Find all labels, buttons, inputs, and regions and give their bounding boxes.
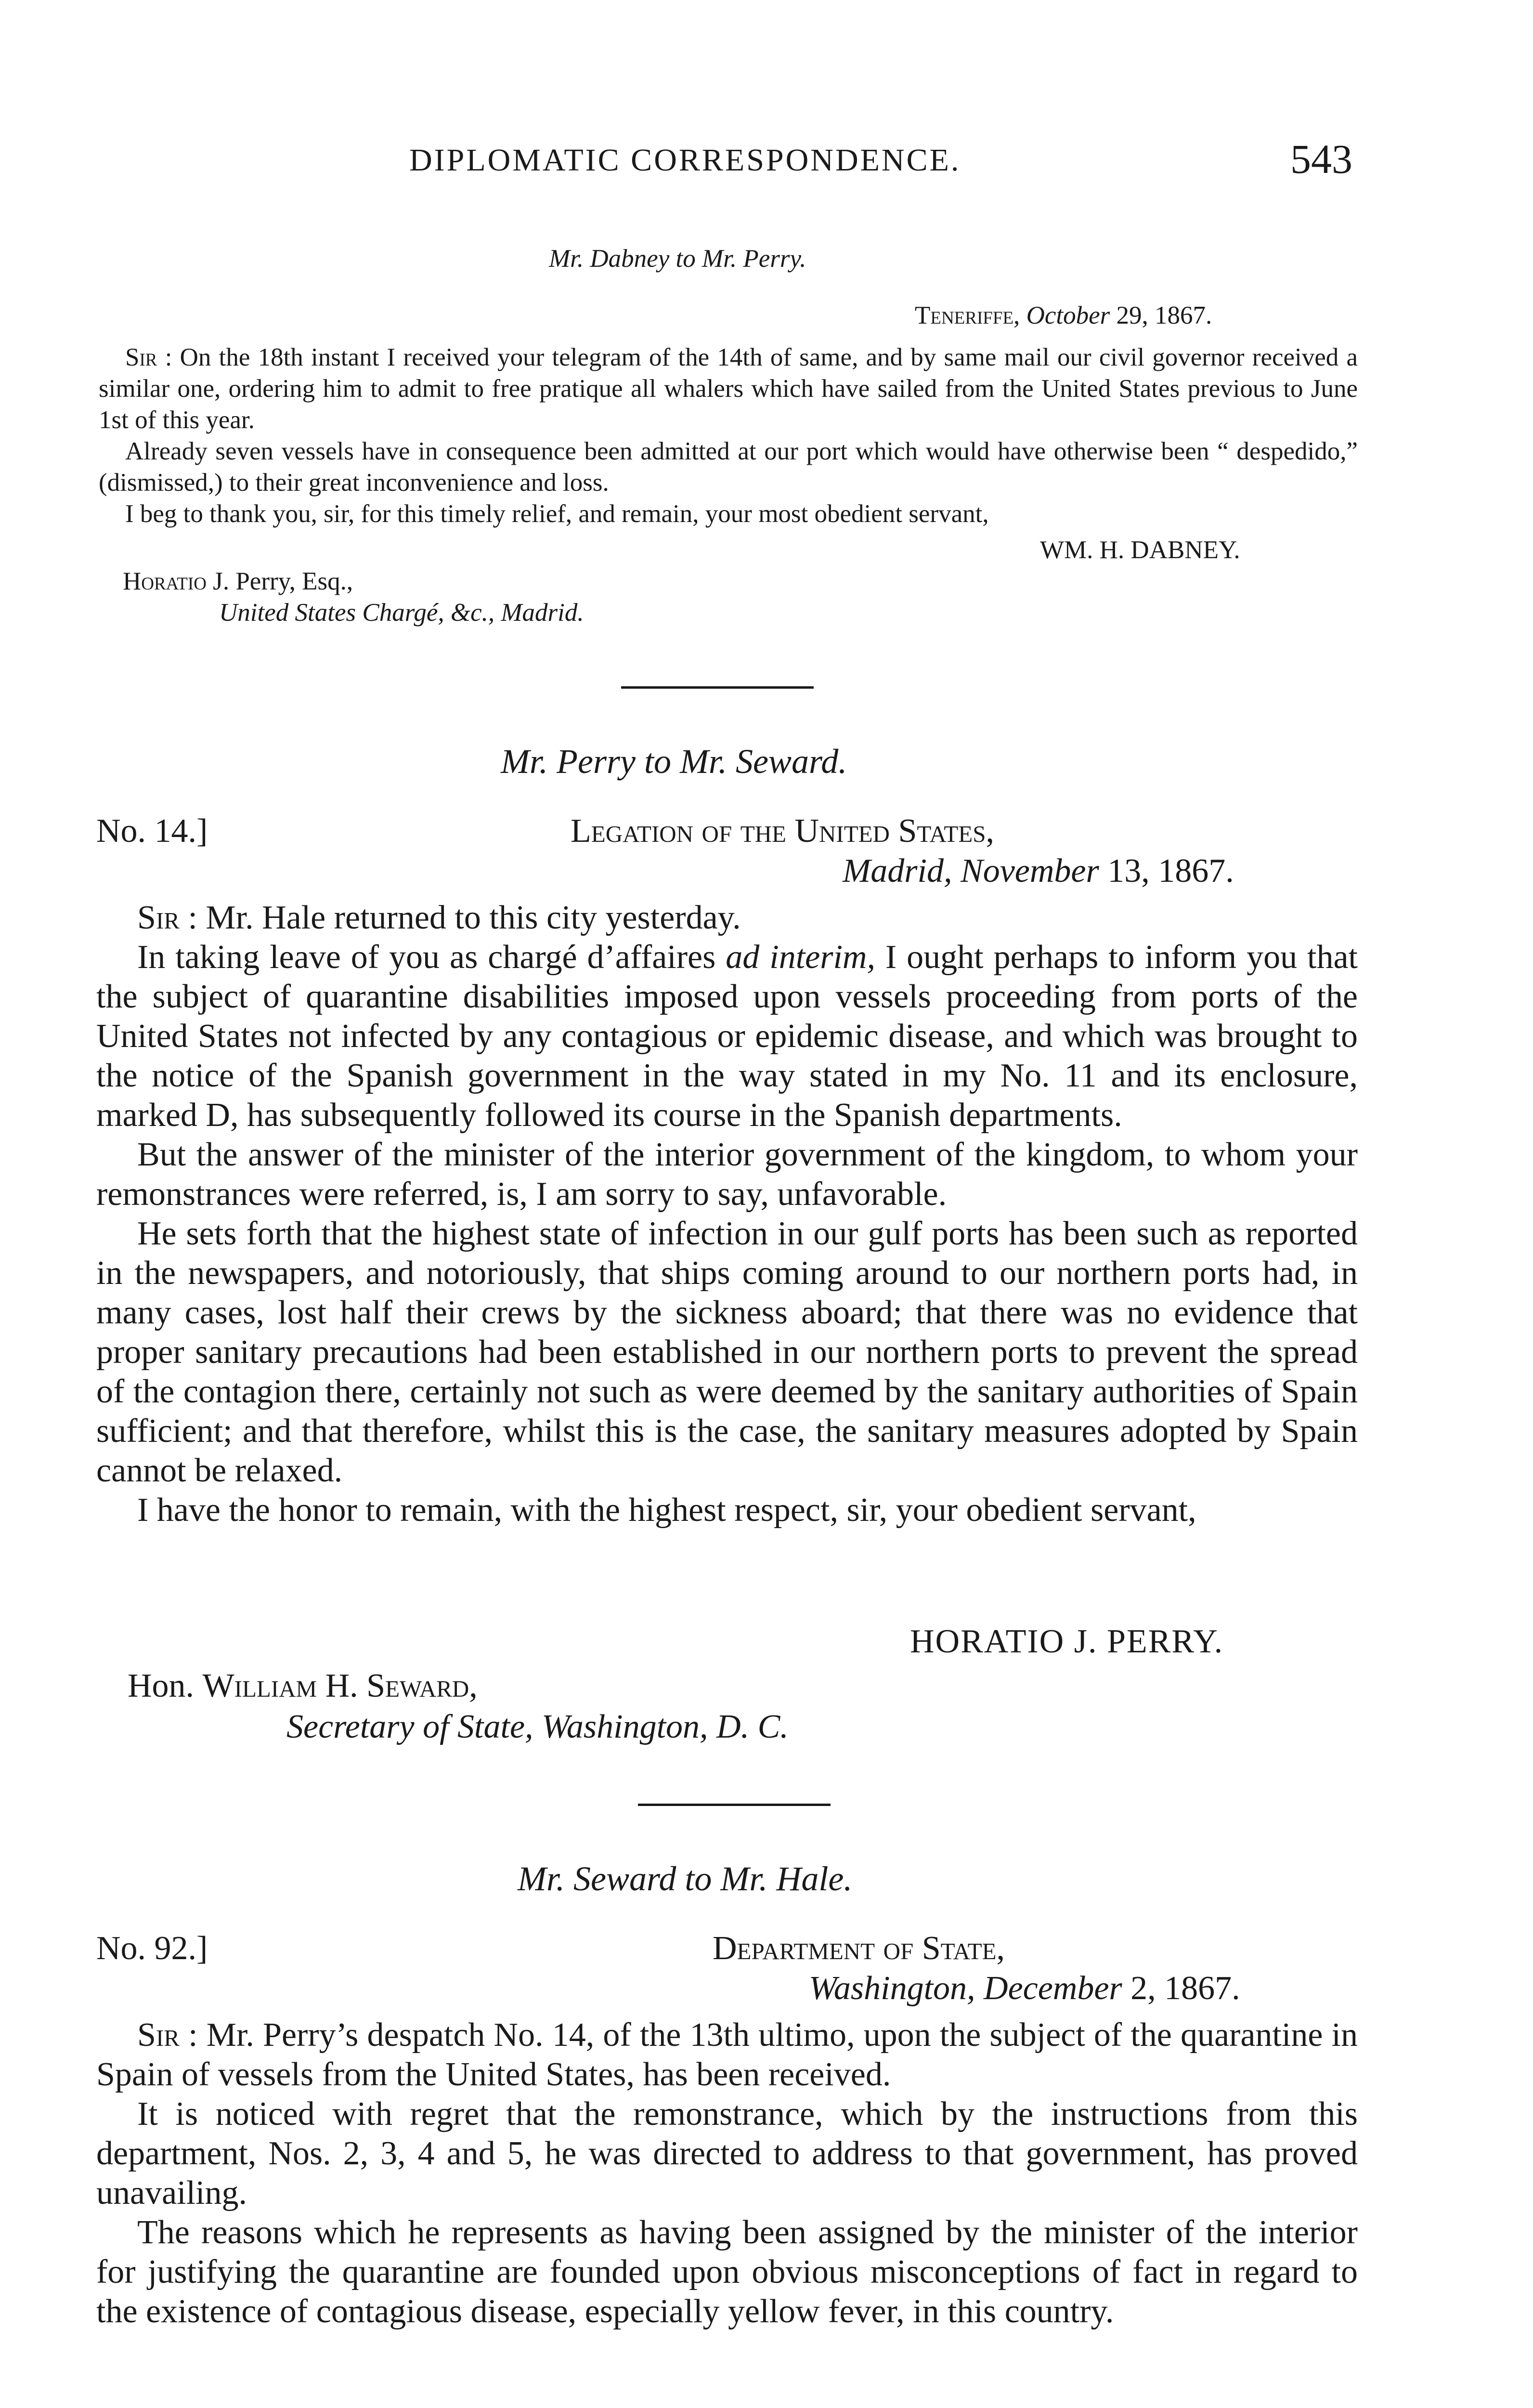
letter1-title: Mr. Dabney to Mr. Perry. xyxy=(549,245,806,273)
letter3-paragraph: Sir : Mr. Perry’s despatch No. 14, of the 13th ultimo, upon the subject of the quarantine in Spain of vessels from the United States, has been received. xyxy=(96,2016,1358,2093)
letter3-heading: Department of State, xyxy=(713,1930,1005,1967)
letter3-paragraph: The reasons which he represents as having been assigned by the minister of the interior for justifying the quarantine are founded upon obvious misconceptions of fact in regard to the existence of contagious disease, especially yellow fever, in this country. xyxy=(96,2214,1358,2330)
letter2-addressee-title: Secretary of State, Washington, D. C. xyxy=(286,1708,789,1745)
letter2-date-rest: 13, 1867. xyxy=(1107,852,1234,890)
letter3-dateline xyxy=(809,1969,1240,2008)
letter3-date-month: December xyxy=(984,1970,1122,2007)
letter2-addressee: Hon. William H. Seward, xyxy=(128,1667,478,1704)
letter1-body xyxy=(99,342,1358,530)
letter2-dateline xyxy=(843,851,1234,891)
letter2-body xyxy=(96,898,1358,1530)
letter1-paragraph: Sir : On the 18th instant I received your telegram of the 14th of same, and by same mail our civil governor received a similar one, ordering him to admit to free pratique all whalers which have sailed from the United States previous to June 1st of this year. xyxy=(99,343,1358,434)
letter2-paragraph: But the answer of the minister of the interior government of the kingdom, to whom your remonstrances were referred, is, I am sorry to say, unfavorable. xyxy=(96,1136,1358,1213)
letter3-paragraph: It is noticed with regret that the remonstrance, which by the instructions from this department, Nos. 2, 3, 4 and 5, he was directed to address to that government, has proved unavailing. xyxy=(96,2095,1358,2212)
letter3-number: No. 92.] xyxy=(96,1930,208,1967)
letter3-title: Mr. Seward to Mr. Hale. xyxy=(518,1859,853,1898)
running-title: DIPLOMATIC CORRESPONDENCE. xyxy=(409,143,961,178)
letter2-number: No. 14.] xyxy=(96,812,208,850)
letter1-addressee-title: United States Chargé, &c., Madrid. xyxy=(219,599,584,627)
letter1-signature: WM. H. DABNEY. xyxy=(1040,536,1240,564)
letter3-body xyxy=(96,2015,1358,2331)
page-number: 543 xyxy=(1290,136,1352,182)
letter1-paragraph: I beg to thank you, sir, for this timely relief, and remain, your most obedient servant, xyxy=(125,500,989,528)
section-divider xyxy=(638,1804,831,1806)
letter2-date-month: November xyxy=(961,852,1099,890)
letter2-heading: Legation of the United States, xyxy=(571,812,994,850)
letter1-date-rest: 29, 1867. xyxy=(1116,301,1212,329)
letter2-place: Madrid, xyxy=(843,852,952,890)
letter2-paragraph: He sets forth that the highest state of infection in our gulf ports has been such as reported in the newspapers, and notoriously, that ships coming around to our northern ports had, in many cases, lost half their crews by the sickness aboard; that there was no evidence that proper sanitary precautions had been established in our northern ports to prevent the spread of the contagion there, certainly not such as were deemed by the sanitary authorities of Spain sufficient; and that therefore, whilst this is the case, the sanitary measures adopted by Spain cannot be relaxed. xyxy=(96,1215,1358,1489)
letter1-dateline xyxy=(915,300,1212,331)
letter3-date-rest: 2, 1867. xyxy=(1130,1970,1240,2007)
letter1-paragraph: Already seven vessels have in consequence been admitted at our port which would have otherwise been “ despedido,” (dismissed,) to their great inconvenience and loss. xyxy=(99,437,1358,497)
letter1-salutation: Sir xyxy=(125,343,157,371)
letter1-place: Teneriffe, xyxy=(915,301,1020,329)
letter2-paragraph: In taking leave of you as chargé d’affaires ad interim, I ought perhaps to inform you that the subject of quarantine disabilities imposed upon vessels proceeding from ports of the United States not infected by any contagious or epidemic disease, and which was brought to the notice of the Spanish government in the way stated in my No. 11 and its enclosure, marked D, has subsequently followed its course in the Spanish departments. xyxy=(96,939,1358,1134)
letter2-salutation: Sir xyxy=(137,899,180,936)
letter2-paragraph: I have the honor to remain, with the highest respect, sir, your obedient servant, xyxy=(137,1492,1196,1529)
section-divider xyxy=(621,686,814,689)
letter3-salutation: Sir xyxy=(137,2016,180,2054)
letter2-signature: HORATIO J. PERRY. xyxy=(910,1623,1224,1660)
letter1-addressee: Horatio J. Perry, Esq., xyxy=(123,567,353,595)
letter2-paragraph: Sir : Mr. Hale returned to this city yesterday. xyxy=(137,899,741,936)
letter2-title: Mr. Perry to Mr. Seward. xyxy=(501,742,847,781)
letter1-date-month: October xyxy=(1026,301,1110,329)
letter3-place: Washington, xyxy=(809,1970,975,2007)
